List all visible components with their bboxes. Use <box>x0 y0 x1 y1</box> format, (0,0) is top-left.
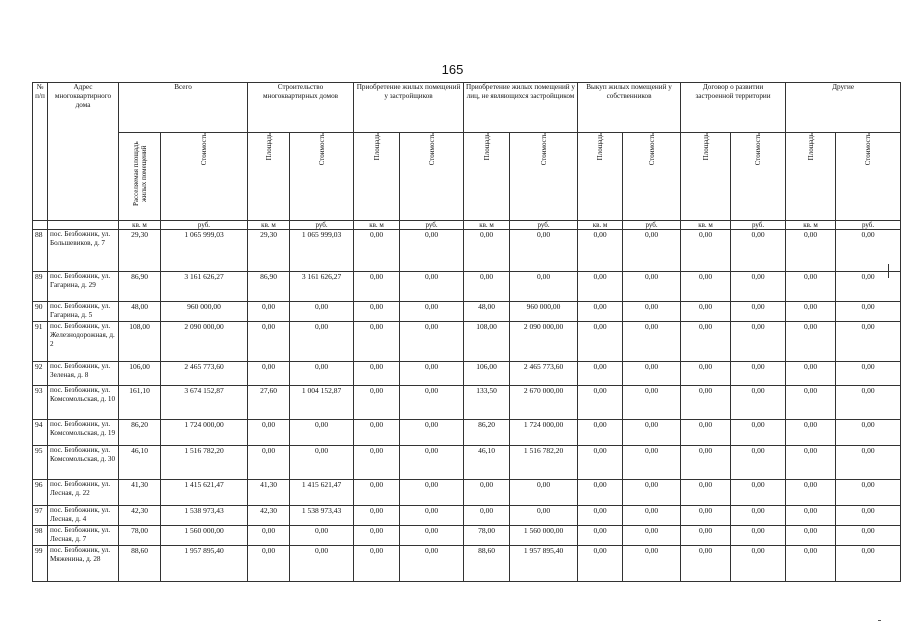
unit-blank-no <box>33 221 48 230</box>
row-value-cell: 0,00 <box>400 362 464 386</box>
row-value-cell: 1 065 999,03 <box>161 230 248 272</box>
row-value-cell: 0,00 <box>786 526 836 546</box>
row-address: пос. Безбожник, ул. Железнодорожная, д. 2 <box>48 322 119 362</box>
unit-label: руб. <box>623 221 681 230</box>
row-value-cell: 0,00 <box>578 446 623 480</box>
relocation-register-table <box>32 82 901 582</box>
row-value-cell: 86,90 <box>248 272 290 302</box>
table-row <box>33 322 901 362</box>
unit-label: кв. м <box>464 221 510 230</box>
row-value-cell: 0,00 <box>578 322 623 362</box>
row-value-cell: 0,00 <box>731 480 786 506</box>
row-value-cell: 0,00 <box>248 546 290 582</box>
row-number: 88 <box>33 230 48 272</box>
row-address: пос. Безбожник, ул. Мяженина, д. 28 <box>48 546 119 582</box>
row-value-cell: 0,00 <box>578 420 623 446</box>
row-value-cell: 0,00 <box>578 362 623 386</box>
header-group-purchase-developers: Приобретение жилых помещений у застройщиков <box>354 83 464 133</box>
row-value-cell: 0,00 <box>731 386 786 420</box>
row-value-cell: 2 670 000,00 <box>510 386 578 420</box>
row-value-cell: 0,00 <box>836 420 901 446</box>
row-value-cell: 0,00 <box>354 420 400 446</box>
row-value-cell: 0,00 <box>354 506 400 526</box>
row-value-cell: 0,00 <box>578 272 623 302</box>
row-value-cell: 0,00 <box>731 446 786 480</box>
row-value-cell: 27,60 <box>248 386 290 420</box>
row-value-cell: 0,00 <box>836 322 901 362</box>
row-number: 96 <box>33 480 48 506</box>
row-value-cell: 88,60 <box>464 546 510 582</box>
row-value-cell: 0,00 <box>578 386 623 420</box>
row-address: пос. Безбожник, ул. Зеленая, д. 8 <box>48 362 119 386</box>
row-value-cell: 0,00 <box>786 506 836 526</box>
row-value-cell: 0,00 <box>354 480 400 506</box>
row-value-cell: 0,00 <box>464 230 510 272</box>
subcolumn-header <box>161 133 248 221</box>
row-value-cell: 0,00 <box>731 546 786 582</box>
header-subcolumns <box>33 133 901 221</box>
row-value-cell: 1 538 973,43 <box>161 506 248 526</box>
subcolumn-header <box>836 133 901 221</box>
row-value-cell: 0,00 <box>681 302 731 322</box>
row-value-cell: 0,00 <box>731 230 786 272</box>
subcolumn-label: Площадь <box>264 133 273 161</box>
row-value-cell: 161,10 <box>119 386 161 420</box>
row-value-cell: 133,50 <box>464 386 510 420</box>
subcolumn-header <box>510 133 578 221</box>
row-value-cell: 1 560 000,00 <box>510 526 578 546</box>
row-value-cell: 29,30 <box>119 230 161 272</box>
subcolumn-header <box>290 133 354 221</box>
row-value-cell: 108,00 <box>119 322 161 362</box>
row-value-cell: 0,00 <box>290 446 354 480</box>
header-address: Адрес многоквартирного дома <box>48 83 119 221</box>
row-value-cell: 0,00 <box>354 272 400 302</box>
table-row <box>33 230 901 272</box>
unit-label: руб. <box>731 221 786 230</box>
row-value-cell: 0,00 <box>731 420 786 446</box>
scan-foot-mark <box>878 620 881 621</box>
row-value-cell: 0,00 <box>836 526 901 546</box>
row-value-cell: 0,00 <box>510 272 578 302</box>
unit-label: руб. <box>400 221 464 230</box>
row-value-cell: 0,00 <box>400 546 464 582</box>
row-value-cell: 0,00 <box>400 420 464 446</box>
row-value-cell: 0,00 <box>681 526 731 546</box>
row-value-cell: 0,00 <box>354 362 400 386</box>
row-value-cell: 0,00 <box>731 272 786 302</box>
header-row-number: № п/п <box>33 83 48 221</box>
row-value-cell: 0,00 <box>464 506 510 526</box>
unit-label: руб. <box>510 221 578 230</box>
row-address: пос. Безбожник, ул. Комсомольская, д. 10 <box>48 386 119 420</box>
row-value-cell: 0,00 <box>681 546 731 582</box>
row-value-cell: 2 090 000,00 <box>161 322 248 362</box>
table-row <box>33 302 901 322</box>
subcolumn-label: Стоимость <box>539 133 548 166</box>
row-value-cell: 0,00 <box>681 322 731 362</box>
row-value-cell: 0,00 <box>786 230 836 272</box>
row-value-cell: 0,00 <box>623 506 681 526</box>
unit-label: кв. м <box>248 221 290 230</box>
subcolumn-label: Стоимость <box>647 133 656 166</box>
row-value-cell: 0,00 <box>354 230 400 272</box>
row-value-cell: 0,00 <box>578 230 623 272</box>
row-number: 89 <box>33 272 48 302</box>
row-value-cell: 0,00 <box>623 362 681 386</box>
row-value-cell: 0,00 <box>400 506 464 526</box>
row-value-cell: 46,10 <box>464 446 510 480</box>
row-value-cell: 88,60 <box>119 546 161 582</box>
row-value-cell: 0,00 <box>681 362 731 386</box>
row-value-cell: 0,00 <box>786 420 836 446</box>
scan-edge-mark <box>888 264 889 278</box>
row-value-cell: 0,00 <box>623 386 681 420</box>
table-row <box>33 420 901 446</box>
row-value-cell: 0,00 <box>400 322 464 362</box>
row-value-cell: 0,00 <box>786 322 836 362</box>
row-address: пос. Безбожник, ул. Гагарина, д. 5 <box>48 302 119 322</box>
header-group-construction: Строительство многоквартирных домов <box>248 83 354 133</box>
row-value-cell: 48,00 <box>119 302 161 322</box>
row-value-cell: 0,00 <box>786 446 836 480</box>
row-value-cell: 0,00 <box>623 272 681 302</box>
row-address: пос. Безбожник, ул. Гагарина, д. 29 <box>48 272 119 302</box>
row-value-cell: 0,00 <box>510 230 578 272</box>
row-value-cell: 0,00 <box>578 302 623 322</box>
row-value-cell: 0,00 <box>354 302 400 322</box>
row-value-cell: 0,00 <box>248 446 290 480</box>
unit-label: руб. <box>161 221 248 230</box>
row-value-cell: 0,00 <box>290 302 354 322</box>
row-value-cell: 2 090 000,00 <box>510 322 578 362</box>
row-value-cell: 86,20 <box>464 420 510 446</box>
row-value-cell: 0,00 <box>623 526 681 546</box>
subcolumn-label: Стоимость <box>200 133 208 166</box>
row-value-cell: 0,00 <box>623 480 681 506</box>
row-number: 90 <box>33 302 48 322</box>
row-value-cell: 1 538 973,43 <box>290 506 354 526</box>
page-number: 165 <box>441 62 464 77</box>
row-value-cell: 0,00 <box>681 230 731 272</box>
subcolumn-header <box>119 133 161 221</box>
table-row <box>33 506 901 526</box>
row-value-cell: 0,00 <box>681 386 731 420</box>
unit-label: кв. м <box>119 221 161 230</box>
row-value-cell: 0,00 <box>400 526 464 546</box>
row-value-cell: 0,00 <box>623 420 681 446</box>
row-value-cell: 3 161 626,27 <box>290 272 354 302</box>
row-value-cell: 0,00 <box>248 362 290 386</box>
row-value-cell: 0,00 <box>400 230 464 272</box>
row-value-cell: 2 465 773,60 <box>161 362 248 386</box>
row-value-cell: 0,00 <box>731 362 786 386</box>
row-value-cell: 0,00 <box>290 546 354 582</box>
row-value-cell: 0,00 <box>464 272 510 302</box>
row-value-cell: 1 065 999,03 <box>290 230 354 272</box>
unit-label: руб. <box>290 221 354 230</box>
subcolumn-label: Стоимость <box>427 133 436 166</box>
subcolumn-label: Площадь <box>806 133 815 161</box>
row-value-cell: 0,00 <box>836 446 901 480</box>
table-row <box>33 446 901 480</box>
row-address: пос. Безбожник, ул. Большевиков, д. 7 <box>48 230 119 272</box>
row-value-cell: 0,00 <box>836 480 901 506</box>
unit-label: кв. м <box>681 221 731 230</box>
row-value-cell: 0,00 <box>248 322 290 362</box>
subcolumn-header <box>731 133 786 221</box>
row-value-cell: 0,00 <box>681 272 731 302</box>
row-address: пос. Безбожник, ул. Лесная, д. 7 <box>48 526 119 546</box>
row-value-cell: 1 957 895,40 <box>161 546 248 582</box>
table-row <box>33 386 901 420</box>
subcolumn-header <box>354 133 400 221</box>
subcolumn-header <box>248 133 290 221</box>
header-group-buyout-owners: Выкуп жилых помещений у собственников <box>578 83 681 133</box>
row-value-cell: 3 161 626,27 <box>161 272 248 302</box>
unit-label: кв. м <box>578 221 623 230</box>
row-value-cell: 108,00 <box>464 322 510 362</box>
row-value-cell: 0,00 <box>836 546 901 582</box>
row-value-cell: 0,00 <box>786 480 836 506</box>
row-address: пос. Безбожник, ул. Лесная, д. 22 <box>48 480 119 506</box>
row-number: 93 <box>33 386 48 420</box>
row-value-cell: 48,00 <box>464 302 510 322</box>
row-value-cell: 0,00 <box>290 526 354 546</box>
row-value-cell: 0,00 <box>354 446 400 480</box>
row-value-cell: 1 004 152,87 <box>290 386 354 420</box>
row-value-cell: 0,00 <box>836 230 901 272</box>
row-number: 95 <box>33 446 48 480</box>
table-row <box>33 272 901 302</box>
row-value-cell: 0,00 <box>623 230 681 272</box>
row-value-cell: 0,00 <box>731 302 786 322</box>
row-value-cell: 0,00 <box>623 302 681 322</box>
row-value-cell: 0,00 <box>290 420 354 446</box>
row-value-cell: 0,00 <box>836 272 901 302</box>
row-value-cell: 0,00 <box>836 362 901 386</box>
row-value-cell: 0,00 <box>623 446 681 480</box>
row-value-cell: 0,00 <box>400 480 464 506</box>
subcolumn-header <box>578 133 623 221</box>
row-value-cell: 0,00 <box>731 506 786 526</box>
header-group-total: Всего <box>119 83 248 133</box>
row-value-cell: 41,30 <box>248 480 290 506</box>
header-group-purchase-non-developers: Приобретение жилых помещений у лиц, не являющихся застройщиком <box>464 83 578 133</box>
row-value-cell: 0,00 <box>510 506 578 526</box>
subcolumn-label: Стоимость <box>864 133 873 166</box>
row-value-cell: 41,30 <box>119 480 161 506</box>
row-value-cell: 29,30 <box>248 230 290 272</box>
row-value-cell: 42,30 <box>119 506 161 526</box>
row-value-cell: 1 957 895,40 <box>510 546 578 582</box>
unit-label: кв. м <box>786 221 836 230</box>
row-value-cell: 0,00 <box>681 480 731 506</box>
row-value-cell: 0,00 <box>400 446 464 480</box>
row-value-cell: 1 516 782,20 <box>510 446 578 480</box>
row-number: 97 <box>33 506 48 526</box>
row-value-cell: 86,20 <box>119 420 161 446</box>
row-value-cell: 0,00 <box>248 526 290 546</box>
row-value-cell: 0,00 <box>400 386 464 420</box>
row-value-cell: 106,00 <box>119 362 161 386</box>
row-value-cell: 0,00 <box>578 480 623 506</box>
row-value-cell: 0,00 <box>578 526 623 546</box>
row-value-cell: 86,90 <box>119 272 161 302</box>
subcolumn-header <box>400 133 464 221</box>
row-value-cell: 0,00 <box>510 480 578 506</box>
row-value-cell: 0,00 <box>731 322 786 362</box>
subcolumn-label: Расселяемая площадь жилых помещений <box>131 141 148 207</box>
row-value-cell: 0,00 <box>464 480 510 506</box>
header-group-territory-agreement: Договор о развитии застроенной территории <box>681 83 786 133</box>
header-units <box>33 221 901 230</box>
row-value-cell: 78,00 <box>464 526 510 546</box>
row-value-cell: 0,00 <box>786 386 836 420</box>
row-value-cell: 1 560 000,00 <box>161 526 248 546</box>
row-value-cell: 960 000,00 <box>161 302 248 322</box>
row-address: пос. Безбожник, ул. Лесная, д. 4 <box>48 506 119 526</box>
subcolumn-label: Стоимость <box>754 133 763 166</box>
row-value-cell: 0,00 <box>578 506 623 526</box>
table-row <box>33 480 901 506</box>
subcolumn-label: Площадь <box>701 133 710 161</box>
row-address: пос. Безбожник, ул. Комсомольская, д. 30 <box>48 446 119 480</box>
row-value-cell: 0,00 <box>786 302 836 322</box>
row-number: 99 <box>33 546 48 582</box>
row-value-cell: 0,00 <box>681 420 731 446</box>
row-value-cell: 0,00 <box>400 272 464 302</box>
row-value-cell: 0,00 <box>786 362 836 386</box>
row-value-cell: 0,00 <box>248 420 290 446</box>
subcolumn-label: Площадь <box>482 133 491 161</box>
row-value-cell: 0,00 <box>836 506 901 526</box>
row-value-cell: 0,00 <box>248 302 290 322</box>
unit-blank-address <box>48 221 119 230</box>
row-number: 92 <box>33 362 48 386</box>
row-value-cell: 0,00 <box>731 526 786 546</box>
row-value-cell: 0,00 <box>681 506 731 526</box>
row-value-cell: 0,00 <box>623 322 681 362</box>
row-value-cell: 0,00 <box>681 446 731 480</box>
row-value-cell: 3 674 152,87 <box>161 386 248 420</box>
unit-label: руб. <box>836 221 901 230</box>
row-value-cell: 1 415 621,47 <box>290 480 354 506</box>
row-value-cell: 0,00 <box>290 362 354 386</box>
row-value-cell: 2 465 773,60 <box>510 362 578 386</box>
row-value-cell: 42,30 <box>248 506 290 526</box>
row-address: пос. Безбожник, ул. Комсомольская, д. 19 <box>48 420 119 446</box>
row-value-cell: 0,00 <box>354 322 400 362</box>
row-value-cell: 0,00 <box>786 546 836 582</box>
subcolumn-label: Площадь <box>596 133 605 161</box>
table-row <box>33 526 901 546</box>
row-value-cell: 0,00 <box>836 386 901 420</box>
row-value-cell: 1 516 782,20 <box>161 446 248 480</box>
row-value-cell: 960 000,00 <box>510 302 578 322</box>
row-value-cell: 1 724 000,00 <box>161 420 248 446</box>
row-value-cell: 0,00 <box>400 302 464 322</box>
subcolumn-header <box>464 133 510 221</box>
table-body <box>33 230 901 582</box>
row-number: 98 <box>33 526 48 546</box>
table-row <box>33 362 901 386</box>
header-group-other: Другие <box>786 83 901 133</box>
row-value-cell: 1 724 000,00 <box>510 420 578 446</box>
row-value-cell: 1 415 621,47 <box>161 480 248 506</box>
subcolumn-header <box>786 133 836 221</box>
row-number: 91 <box>33 322 48 362</box>
row-value-cell: 0,00 <box>290 322 354 362</box>
row-value-cell: 78,00 <box>119 526 161 546</box>
row-value-cell: 0,00 <box>623 546 681 582</box>
row-value-cell: 0,00 <box>354 386 400 420</box>
subcolumn-header <box>681 133 731 221</box>
table-row <box>33 546 901 582</box>
unit-label: кв. м <box>354 221 400 230</box>
subcolumn-label: Стоимость <box>317 133 326 166</box>
subcolumn-label: Площадь <box>372 133 381 161</box>
row-value-cell: 0,00 <box>786 272 836 302</box>
row-number: 94 <box>33 420 48 446</box>
row-value-cell: 106,00 <box>464 362 510 386</box>
row-value-cell: 46,10 <box>119 446 161 480</box>
row-value-cell: 0,00 <box>578 546 623 582</box>
subcolumn-header <box>623 133 681 221</box>
row-value-cell: 0,00 <box>354 526 400 546</box>
row-value-cell: 0,00 <box>354 546 400 582</box>
row-value-cell: 0,00 <box>836 302 901 322</box>
